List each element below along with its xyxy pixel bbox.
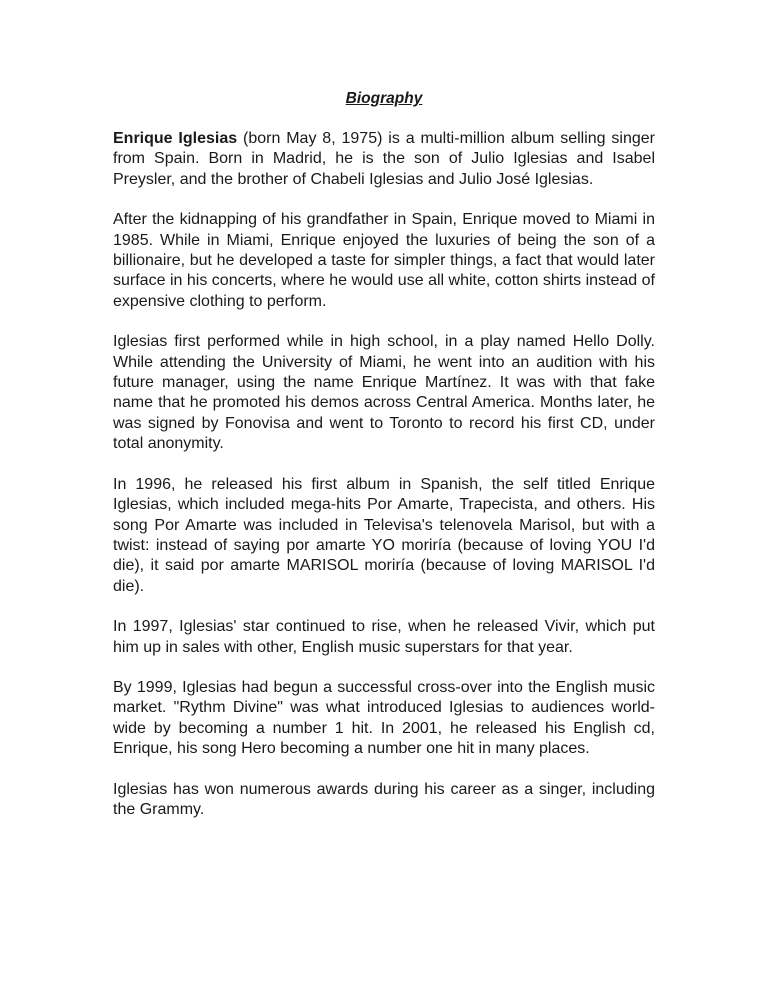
subject-name: Enrique Iglesias xyxy=(113,130,238,147)
paragraph-crossover: By 1999, Iglesias had begun a successful cross-over into the English music market. "Rythm Divine" was what introduced Iglesias to audiences world-wide by becoming a number 1 hit. In 2001, he released his English cd, Enrique, his song Hero becoming a number one hit in many places. xyxy=(113,678,655,758)
paragraph-first-album: In 1996, he released his first album in Spanish, the self titled Enrique Iglesias, which included mega-hits Por Amarte, Trapecista, and others. His song Por Amarte was included in Televisa's telenovela Marisol, but with a twist: instead of saying por amarte YO moriría (because of loving YOU I'd die), it said por amarte MARISOL moriría (because of loving MARISOL I'd die). xyxy=(113,475,655,595)
document-page xyxy=(113,89,655,840)
paragraph-intro-text: (born May 8, 1975) is a multi-million album selling singer from Spain. Born in Madrid, he is the son of Julio Iglesias and Isabel Preysler, and the brother of Chabeli Iglesias and Julio José Iglesias. xyxy=(113,130,656,188)
paragraph-awards: Iglesias has won numerous awards during his career as a singer, including the Grammy. xyxy=(113,780,655,818)
paragraph-early-life: After the kidnapping of his grandfather in Spain, Enrique moved to Miami in 1985. While in Miami, Enrique enjoyed the luxuries of being the son of a billionaire, but he developed a taste for simpler things, a fact that would later surface in his concerts, where he would use all white, cotton shirts instead of expensive clothing to perform. xyxy=(113,211,655,310)
paragraph-intro xyxy=(113,129,655,190)
paragraph-vivir: In 1997, Iglesias' star continued to rise, when he released Vivir, which put him up in sales with other, English music superstars for that year. xyxy=(113,618,655,656)
document-title: Biography xyxy=(345,90,423,107)
paragraph-first-performances: Iglesias first performed while in high school, in a play named Hello Dolly. While attending the University of Miami, he went into an audition with his future manager, using the name Enrique Martínez. It was with that fake name that he promoted his demos across Central America. Months later, he was signed by Fonovisa and went to Toronto to record his first CD, under total anonymity. xyxy=(113,333,655,453)
